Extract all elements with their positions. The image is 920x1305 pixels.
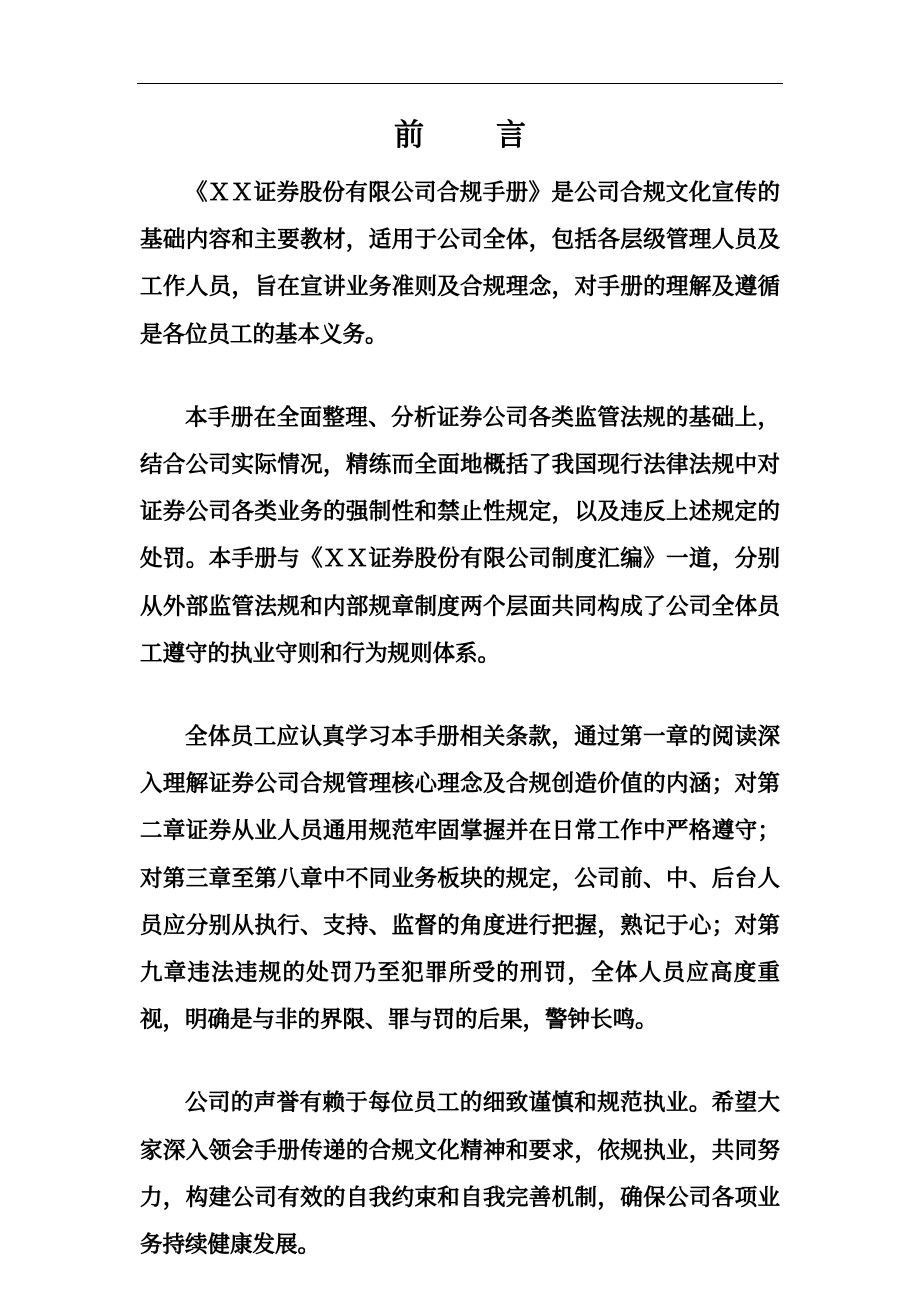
- document-body: [140, 170, 780, 1305]
- paragraph-1: 《ＸＸ证券股份有限公司合规手册》是公司合规文化宣传的基础内容和主要教材，适用于公司全体，包括各层级管理人员及工作人员，旨在宣讲业务准则及合规理念，对手册的理解及遵循是各位员工的基本义务。: [140, 180, 780, 348]
- header-rule: [137, 83, 783, 84]
- paragraph-2: 本手册在全面整理、分析证券公司各类监管法规的基础上，结合公司实际情况，精练而全面地概括了我国现行法律法规中对证券公司各类业务的强制性和禁止性规定，以及违反上述规定的处罚。本手册与《ＸＸ证券股份有限公司制度汇编》一道，分别从外部监管法规和内部规章制度两个层面共同构成了公司全体员工遵守的执业守则和行为规则体系。: [140, 404, 780, 667]
- paragraph-3: 全体员工应认真学习本手册相关条款，通过第一章的阅读深入理解证券公司合规管理核心理念及合规创造价值的内涵；对第二章证券从业人员通用规范牢固掌握并在日常工作中严格遵守；对第三章至第八章中不同业务板块的规定，公司前、中、后台人员应分别从执行、支持、监督的角度进行把握，熟记于心；对第九章违法违规的处罚乃至犯罪所受的刑罚，全体人员应高度重视，明确是与非的界限、罪与罚的后果，警钟长鸣。: [140, 724, 780, 1034]
- page-title: 前言: [394, 118, 598, 153]
- paragraph-4: 公司的声誉有赖于每位员工的细致谨慎和规范执业。希望大家深入领会手册传递的合规文化精神和要求，依规执业，共同努力，构建公司有效的自我约束和自我完善机制，确保公司各项业务持续健康发展。: [140, 1090, 780, 1259]
